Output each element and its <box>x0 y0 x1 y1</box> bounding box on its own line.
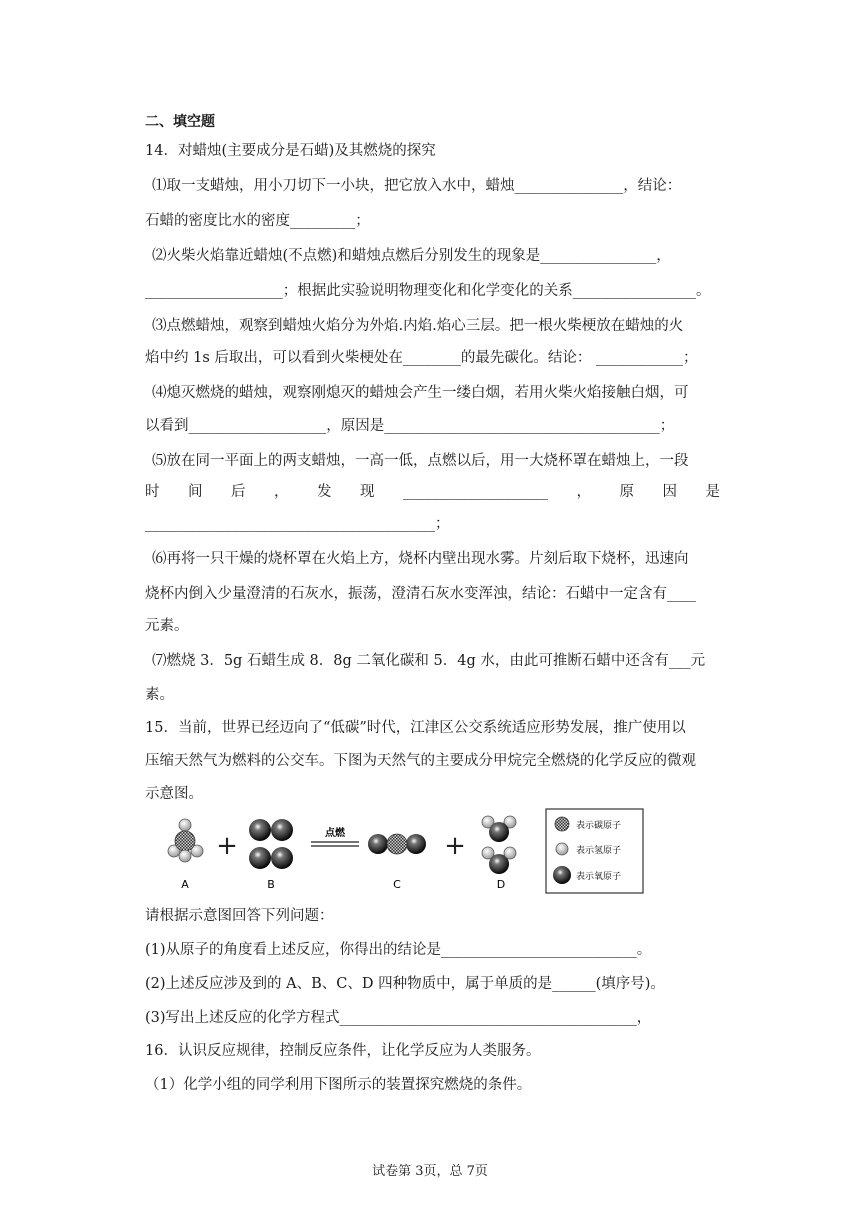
hydrogen-atom <box>179 850 191 862</box>
q15-line-2: 压缩天然气为燃料的公交车。下图为天然气的主要成分甲烷完全燃烧的化学反应的微观 <box>145 753 696 769</box>
methane-combustion-diagram <box>165 808 645 898</box>
legend-carbon: 表示碳原子 <box>576 821 622 831</box>
q15-after-3: (2)上述反应涉及到的 A、B、C、D 四种物质中，属于单质的是______(填序号)。 <box>145 976 665 992</box>
legend-hydrogen-icon <box>556 843 568 855</box>
molecule-a-methane <box>168 819 203 862</box>
q16-line-1: （1）化学小组的同学利用下图所示的装置探究燃烧的条件。 <box>145 1077 532 1093</box>
legend-hydrogen: 表示氢原子 <box>576 846 622 856</box>
q14-title: 14．对蜡烛(主要成分是石蜡)及其燃烧的探究 <box>145 143 436 159</box>
molecule-d-water <box>482 816 516 874</box>
hydrogen-atom <box>504 847 516 859</box>
oxygen-atom <box>249 847 271 869</box>
q14-line-1: ⑴取一支蜡烛，用小刀切下一小块，把它放入水中，蜡烛_______________，结论： <box>152 178 682 194</box>
q14-line-8: 以看到___________________，原因是______________________________________； <box>145 418 675 434</box>
carbon-atom <box>387 834 407 854</box>
q15-after-2: (1)从原子的角度看上述反应，你得出的结论是___________________________。 <box>145 942 652 958</box>
section-title: 二、填空题 <box>145 114 215 130</box>
q15-line-1: 15．当前，世界已经迈向了“低碳”时代，江津区公交系统适应形势发展，推广使用以 <box>145 720 686 736</box>
spread-word: 原 <box>619 484 634 500</box>
hydrogen-atom <box>179 819 191 831</box>
q14-line-3: ⑵火柴火焰靠近蜡烛(不点燃)和蜡烛点燃后分别发生的现象是________________， <box>152 248 671 264</box>
oxygen-atom <box>489 822 509 842</box>
legend-oxygen-icon <box>553 866 571 884</box>
spread-word: 发 <box>317 484 332 500</box>
plus-sign: + <box>216 831 238 861</box>
spread-word: ， <box>274 484 289 500</box>
legend-carbon-icon <box>555 817 569 831</box>
reaction-svg <box>165 808 645 898</box>
page-footer: 试卷第 3页，总 7页 <box>372 1164 488 1179</box>
label-a: A <box>181 878 189 891</box>
q14-line-4: ___________________；根据此实验说明物理变化和化学变化的关系_________________。 <box>145 283 711 299</box>
spread-word: 间 <box>188 484 203 500</box>
plus-sign: + <box>444 831 466 861</box>
label-c: C <box>393 878 401 891</box>
spread-word: 因 <box>662 484 677 500</box>
q14-line-6: 焰中约 1s 后取出，可以看到火柴梗处在________的最先碳化。结论： ____________； <box>145 350 698 366</box>
label-d: D <box>496 878 506 891</box>
q15-after-4: (3)写出上述反应的化学方程式_________________________________________， <box>145 1010 652 1026</box>
q14-line-15: 素。 <box>145 687 174 703</box>
oxygen-atom <box>368 834 388 854</box>
oxygen-atom <box>406 834 426 854</box>
spread-word: 时 <box>145 484 160 500</box>
oxygen-atom <box>271 819 293 841</box>
spread-blank: ____________________ <box>403 484 548 500</box>
oxygen-atom <box>249 819 271 841</box>
q16-title: 16．认识反应规律，控制反应条件，让化学反应为人类服务。 <box>145 1043 541 1059</box>
q14-line-9: ⑸放在同一平面上的两支蜡烛，一高一低，点燃以后，用一大烧杯罩在蜡烛上，一段 <box>152 453 689 469</box>
q14-line-11: ⑹再将一只干燥的烧杯罩在火焰上方，烧杯内壁出现水雾。片刻后取下烧杯，迅速向 <box>152 551 689 567</box>
spread-word: 后 <box>231 484 246 500</box>
spread-word: ， <box>576 484 591 500</box>
spread-word: 是 <box>705 484 720 500</box>
molecule-c-carbon-dioxide <box>368 834 426 854</box>
label-b: B <box>267 878 275 891</box>
reaction-condition: 点燃 <box>325 828 345 839</box>
q14-line-5: ⑶点燃蜡烛，观察到蜡烛火焰分为外焰.内焰.焰心三层。把一根火柴梗放在蜡烛的火 <box>152 318 684 334</box>
spread-word: 现 <box>360 484 375 500</box>
carbon-atom <box>175 831 195 851</box>
oxygen-atom <box>271 847 293 869</box>
q14-line-7: ⑷熄灭燃烧的蜡烛，观察刚熄灭的蜡烛会产生一缕白烟，若用火柴火焰接触白烟，可 <box>152 385 689 401</box>
q14-spread-line <box>145 482 720 502</box>
q14-line-10: ________________________________________； <box>145 516 450 532</box>
q15-after-1: 请根据示意图回答下列问题： <box>145 908 334 924</box>
q14-line-2: 石蜡的密度比水的密度_________； <box>145 213 370 229</box>
q14-line-12: 烧杯内倒入少量澄清的石灰水，振荡，澄清石灰水变浑浊，结论：石蜡中一定含有____ <box>145 586 696 602</box>
legend-oxygen: 表示氧原子 <box>576 872 622 882</box>
molecule-b-oxygen <box>249 819 293 869</box>
legend-box <box>546 809 643 893</box>
q14-line-14: ⑺燃烧 3．5g 石蜡生成 8．8g 二氧化碳和 5．4g 水，由此可推断石蜡中还含有___元 <box>152 653 706 669</box>
q14-line-13: 元素。 <box>145 618 189 634</box>
q15-line-3: 示意图。 <box>145 786 203 802</box>
